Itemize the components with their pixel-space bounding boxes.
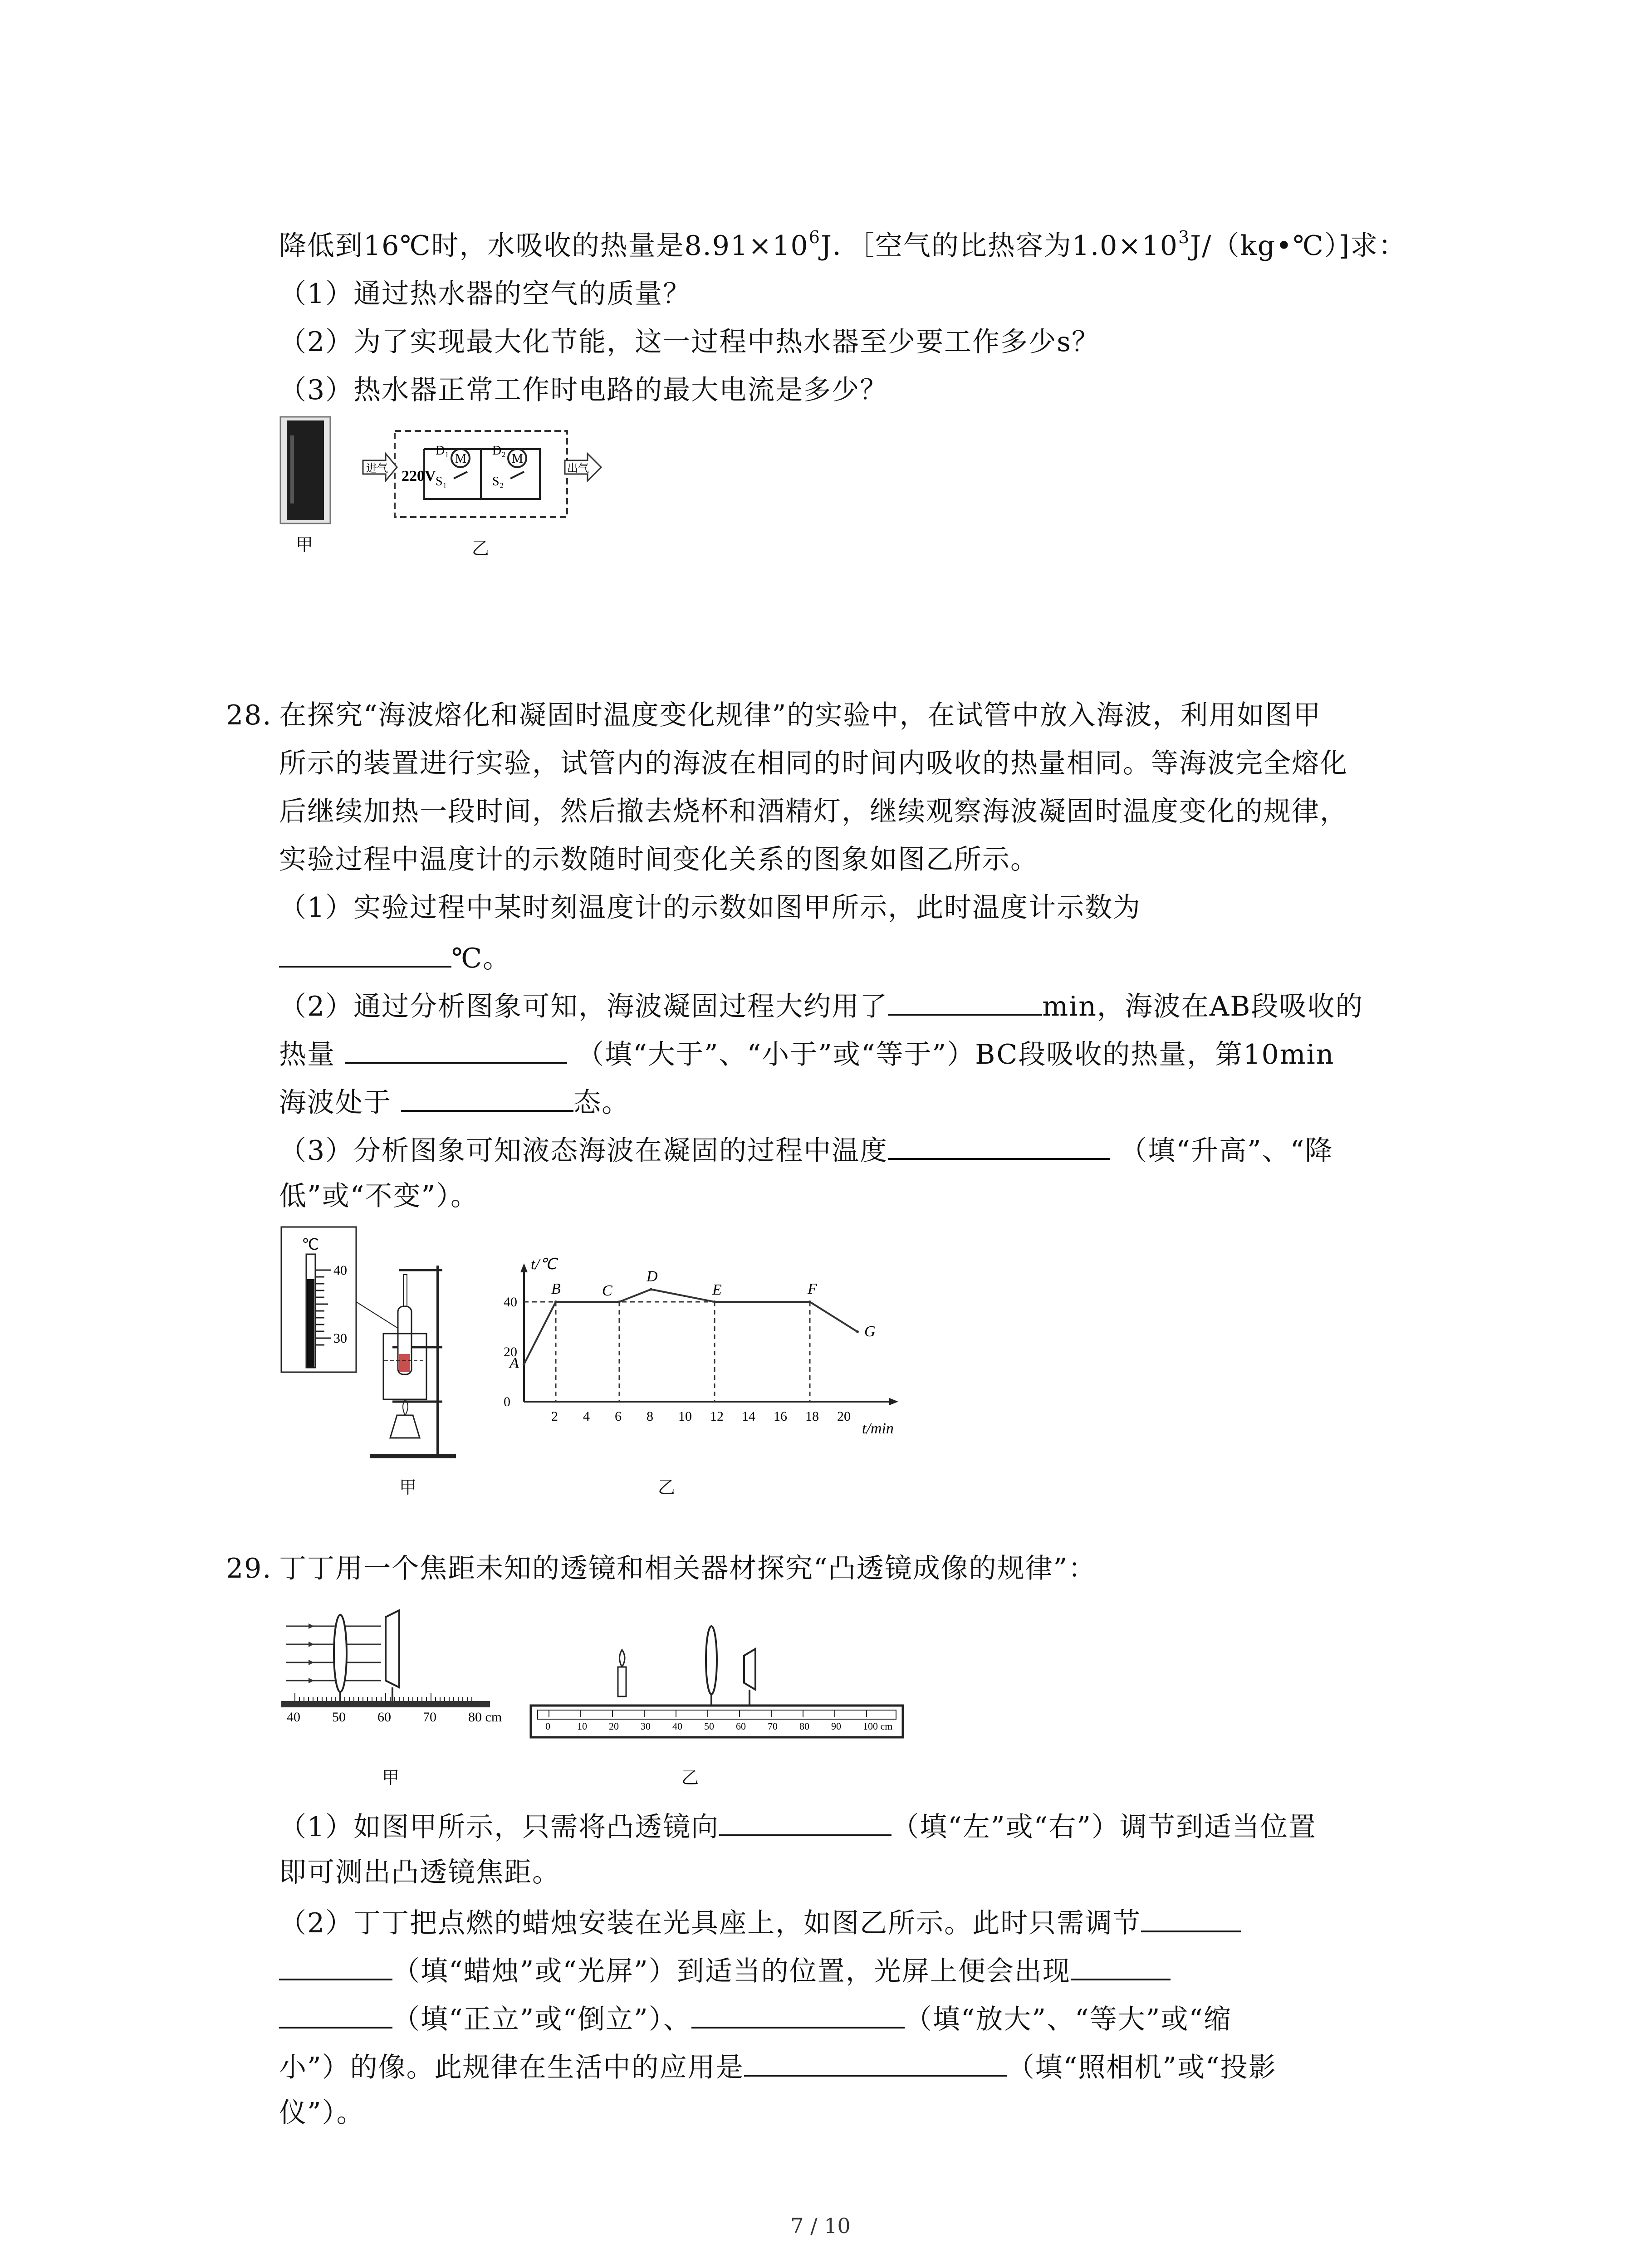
q28-sub1-line2: ℃。: [279, 938, 511, 977]
q29-sub1-line2: 即可测出凸透镜焦距。: [279, 1857, 560, 1888]
q28-stem-2: 所示的装置进行实验，试管内的海波在相同的时间内吸收的热量相同。等海波完全熔化: [279, 748, 1348, 779]
answer-blank-9[interactable]: [691, 1999, 905, 2028]
thermo-tick-40: 40: [333, 1263, 347, 1278]
y-tick-label: 20: [504, 1344, 517, 1359]
q29-sub1-line1: （1）如图甲所示，只需将凸透镜向 （填“左”或“右”）调节到适当位置: [279, 1806, 1317, 1845]
bench-label: 60: [736, 1721, 746, 1732]
x-tick-label: 20: [837, 1409, 851, 1424]
q28-sub2-line2: 热量 （填“大于”、“小于”或“等于”）BC段吸收的热量，第10min: [279, 1034, 1334, 1073]
point-label-A: A: [509, 1354, 519, 1372]
y-axis-label: t/℃: [531, 1256, 557, 1273]
point-label-C: C: [602, 1282, 612, 1299]
q29-stem: 丁丁用一个焦距未知的透镜和相关器材探究“凸透镜成像的规律”：: [279, 1553, 1097, 1584]
y-tick-label: 40: [504, 1295, 517, 1310]
ruler-label: 80 cm: [468, 1710, 502, 1725]
bench-label: 70: [768, 1721, 778, 1732]
answer-blank-8a[interactable]: [1071, 1950, 1171, 1980]
y-tick-label: 0: [504, 1394, 510, 1409]
answer-blank-1[interactable]: [279, 938, 451, 968]
q27-sub1: （1）通过热水器的空气的质量？: [279, 278, 691, 310]
q27-circuit-diagram: [361, 422, 606, 526]
q27-sub3: （3）热水器正常工作时电路的最大电流是多少？: [279, 374, 888, 406]
data-point: [808, 1300, 811, 1303]
bench-label: 30: [641, 1721, 651, 1732]
answer-blank-2[interactable]: [888, 986, 1042, 1016]
q28-caption-yi: 乙: [658, 1477, 676, 1497]
q28-stem-3: 后继续加热一段时间，然后撤去烧杯和酒精灯，继续观察海波凝固时温度变化的规律，: [279, 796, 1348, 827]
answer-blank-3[interactable]: [345, 1034, 567, 1064]
ruler-label: 40: [287, 1710, 300, 1725]
q28-apparatus-figure: [279, 1225, 470, 1465]
circuit-in-label: 进气: [366, 463, 388, 474]
data-point: [618, 1300, 621, 1303]
data-point: [523, 1363, 525, 1366]
q29-sub2-line2: （填“蜡烛”或“光屏”）到适当的位置，光屏上便会出现: [279, 1950, 1171, 1989]
q28-sub2-line1: （2）通过分析图象可知，海波凝固过程大约用了 min，海波在AB段吸收的: [279, 986, 1363, 1025]
q28-caption-jia: 甲: [399, 1477, 417, 1497]
ruler-label: 60: [377, 1710, 391, 1725]
q27-heater-figure: [277, 415, 336, 528]
x-tick-label: 12: [710, 1409, 724, 1424]
x-tick-label: 18: [805, 1409, 819, 1424]
q27-caption-yi: 乙: [472, 538, 490, 558]
bench-label: 10: [577, 1721, 587, 1732]
x-tick-label: 16: [774, 1409, 787, 1424]
q28-stem-4: 实验过程中温度计的示数随时间变化关系的图象如图乙所示。: [279, 844, 1038, 875]
point-label-G: G: [864, 1323, 876, 1340]
temperature-curve: [524, 1290, 857, 1364]
point-label-B: B: [551, 1281, 561, 1297]
data-point: [650, 1288, 652, 1291]
bench-label: 40: [672, 1721, 682, 1732]
x-tick-label: 2: [551, 1409, 558, 1424]
q27-caption-jia: 甲: [296, 535, 314, 555]
x-tick-label: 10: [678, 1409, 692, 1424]
bench-label: 50: [704, 1721, 714, 1732]
motor-2-icon: M: [512, 452, 523, 466]
q29-number: 29.: [226, 1553, 272, 1584]
x-axis-arrow: [889, 1398, 898, 1405]
bench-label: 0: [545, 1721, 550, 1732]
data-point: [713, 1300, 716, 1303]
ruler-label: 50: [332, 1710, 346, 1725]
circuit-out-label: 出气: [567, 463, 589, 474]
y-axis-arrow: [520, 1263, 528, 1272]
page-number: 7 / 10: [790, 2214, 851, 2238]
bench-label: 90: [831, 1721, 841, 1732]
bench-label: 80: [799, 1721, 809, 1732]
motor-1-icon: M: [455, 452, 466, 466]
q28-stem-1: 在探究“海波熔化和凝固时温度变化规律”的实验中，在试管中放入海波，利用如图甲: [279, 699, 1322, 731]
q29-caption-yi: 乙: [681, 1768, 699, 1788]
circuit-s2: S₂: [492, 474, 504, 489]
data-point: [554, 1300, 557, 1303]
q27-sub2: （2）为了实现最大化节能，这一过程中热水器至少要工作多少s？: [279, 326, 1100, 358]
x-axis-label: t/min: [862, 1420, 894, 1437]
q28-sub1-line1: （1）实验过程中某时刻温度计的示数如图甲所示，此时温度计示数为: [279, 892, 1141, 924]
q27-line1: 降低到16℃时，水吸收的热量是$8.91\times 10^6J$．［空气的比热容为$1.0\times 10^3J/(kg•℃)$]求：: [279, 227, 1407, 262]
circuit-d2: D₂: [492, 444, 506, 458]
circuit-s1: S₁: [436, 474, 447, 489]
q29-sub2-line3: （填“正立”或“倒立”）、 （填“放大”、“等大”或“缩: [279, 1999, 1232, 2038]
point-label-D: D: [647, 1268, 658, 1285]
q29-sub2-line4: 小”）的像。此规律在生活中的应用是 （填“照相机”或“投影: [279, 2047, 1277, 2086]
point-label-F: F: [808, 1281, 817, 1297]
ruler-label: 70: [423, 1710, 436, 1725]
q28-sub2-line3: 海波处于 态。: [279, 1082, 630, 1121]
x-tick-label: 8: [647, 1409, 653, 1424]
answer-blank-6[interactable]: [719, 1806, 892, 1836]
bench-label: 20: [609, 1721, 619, 1732]
q29-sub2-line1: （2）丁丁把点燃的蜡烛安装在光具座上，如图乙所示。此时只需调节: [279, 1902, 1241, 1941]
x-tick-label: 14: [742, 1409, 755, 1424]
answer-blank-10[interactable]: [744, 2047, 1007, 2077]
x-tick-label: 4: [583, 1409, 590, 1424]
answer-blank-7b[interactable]: [279, 1950, 392, 1980]
q29-optical-bench-figure: [517, 1608, 916, 1744]
circuit-d1: D₁: [436, 444, 449, 458]
circuit-voltage: 220V: [402, 468, 436, 484]
q29-sub2-line5: 仪”）。: [279, 2097, 365, 2129]
q28-sub3-line1: （3）分析图象可知液态海波在凝固的过程中温度 （填“升高”、“降: [279, 1130, 1333, 1169]
answer-blank-8b[interactable]: [279, 1999, 392, 2028]
data-point: [856, 1330, 859, 1333]
q29-focal-figure: [277, 1608, 502, 1726]
thermo-unit: ℃: [302, 1237, 319, 1253]
bench-label: 100 cm: [863, 1721, 893, 1732]
x-tick-label: 6: [615, 1409, 622, 1424]
answer-blank-5[interactable]: [888, 1130, 1110, 1160]
answer-blank-7a[interactable]: [1141, 1902, 1241, 1932]
q29-caption-jia: 甲: [382, 1768, 400, 1788]
thermo-tick-30: 30: [333, 1331, 347, 1346]
answer-blank-4[interactable]: [401, 1082, 573, 1112]
point-label-E: E: [712, 1281, 722, 1298]
q28-sub3-line2: 低”或“不变”）。: [279, 1180, 479, 1212]
q28-temperature-graph: [490, 1252, 935, 1447]
q28-number: 28.: [226, 699, 272, 731]
